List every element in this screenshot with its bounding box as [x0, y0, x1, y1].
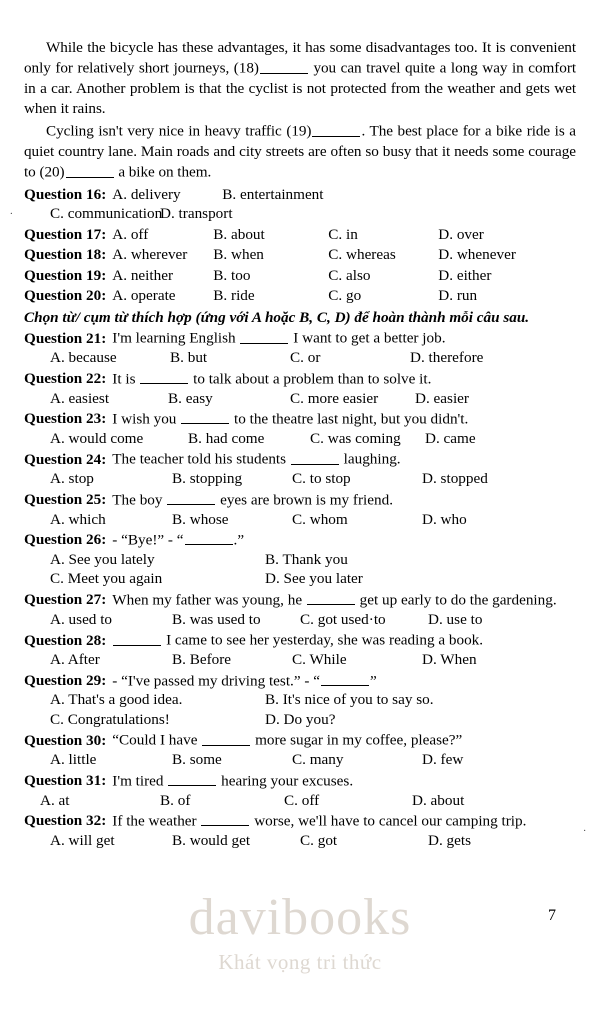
question-23-label: Question 23: [24, 410, 107, 428]
question-16-option-a[interactable]: A. delivery [112, 185, 181, 203]
question-30-option-b[interactable]: B. some [172, 751, 222, 769]
question-23-option-d[interactable]: D. came [425, 429, 476, 447]
question-23-blank [181, 409, 229, 424]
question-21-stem-after: I want to get a better job. [293, 329, 446, 347]
question-18 [24, 245, 576, 264]
question-25-blank [167, 490, 215, 505]
question-21-option-a[interactable]: A. because [50, 349, 117, 367]
question-19-label: Question 19: [24, 266, 107, 284]
passage-paragraph-1 [24, 38, 576, 119]
question-23-stem-after: to the theatre last night, but you didn't. [234, 410, 469, 428]
passage-blank-18 [260, 58, 308, 73]
question-29-option-a[interactable]: A. That's a good idea. [50, 691, 183, 709]
question-29 [24, 671, 576, 730]
question-22-stem-after: to talk about a problem than to solve it. [193, 370, 432, 388]
question-23-stem [112, 409, 576, 429]
question-25-stem-after: eyes are brown is my friend. [220, 491, 393, 509]
question-30-stem-after: more sugar in my coffee, please?” [255, 731, 463, 749]
question-18-option-a[interactable]: A. wherever [112, 246, 188, 264]
question-29-blank [321, 671, 369, 686]
question-32-option-d[interactable]: D. gets [428, 831, 472, 849]
question-24-blank [291, 449, 339, 464]
question-28-label: Question 28: [24, 631, 107, 649]
question-17 [24, 225, 576, 244]
question-21-option-c[interactable]: C. or [290, 349, 321, 367]
question-31-stem-before: I'm tired [112, 772, 164, 790]
question-24-option-d[interactable]: D. stopped [422, 470, 488, 488]
question-17-option-a[interactable]: A. off [112, 225, 149, 243]
question-28-option-a[interactable]: A. After [50, 651, 100, 669]
question-26-label: Question 26: [24, 531, 107, 549]
question-22 [24, 369, 576, 408]
question-27-stem [112, 590, 576, 610]
question-26-option-a[interactable]: A. See you lately [50, 550, 155, 568]
question-31-option-c[interactable]: C. off [284, 791, 320, 809]
passage-paragraph-1-text-b: you can travel quite a long way in comfort in a car. Another problem is that the cyclist is not protected from the weather and gets wet when it rains. [24, 59, 576, 118]
question-16-option-d[interactable]: D. transport [160, 205, 233, 223]
question-17-option-b[interactable]: B. about [213, 225, 265, 243]
question-32 [24, 811, 576, 850]
question-31-blank [168, 771, 216, 786]
page-content [24, 38, 576, 850]
question-17-label: Question 17: [24, 225, 107, 243]
question-24-stem [112, 449, 576, 469]
question-20 [24, 286, 576, 305]
question-16-option-b[interactable]: B. entertainment [222, 185, 324, 203]
question-24-option-a[interactable]: A. stop [50, 470, 94, 488]
question-21-option-d[interactable]: D. therefore [410, 349, 484, 367]
question-25-option-d[interactable]: D. who [422, 510, 467, 528]
question-17-option-d[interactable]: D. over [438, 225, 484, 243]
passage-paragraph-2-text-b: . The best place for a bike ride is a quiet country lane. Main roads and city streets are often so busy that it needs some courage to (20) [24, 122, 576, 181]
question-24 [24, 449, 576, 488]
question-20-option-a[interactable]: A. operate [112, 287, 176, 305]
question-27-stem-before: When my father was young, he [112, 591, 303, 609]
question-22-stem-before: It is [112, 370, 136, 388]
passage-blank-20 [66, 162, 114, 177]
question-22-option-a[interactable]: A. easiest [50, 389, 110, 407]
question-31-option-a[interactable]: A. at [40, 791, 70, 809]
question-24-option-c[interactable]: C. to stop [292, 470, 351, 488]
question-31-label: Question 31: [24, 772, 107, 790]
question-32-option-b[interactable]: B. would get [172, 831, 251, 849]
question-20-label: Question 20: [24, 287, 107, 305]
question-20-option-c[interactable]: C. go [328, 287, 362, 305]
question-22-stem [112, 369, 576, 389]
question-27-stem-after: get up early to do the gardening. [359, 591, 557, 609]
question-28-stem-after: I came to see her yesterday, she was reading a book. [166, 631, 484, 649]
watermark [0, 889, 600, 975]
question-27-option-c[interactable]: C. got used·to [300, 610, 386, 628]
question-24-stem-before: The teacher told his students [112, 450, 287, 468]
question-31-option-b[interactable]: B. of [160, 791, 191, 809]
question-29-option-b[interactable]: B. It's nice of you to say so. [265, 691, 434, 709]
question-25-option-b[interactable]: B. whose [172, 510, 229, 528]
question-27-label: Question 27: [24, 591, 107, 609]
question-22-option-c[interactable]: C. more easier [290, 389, 379, 407]
passage-paragraph-2 [24, 121, 576, 183]
question-30-blank [202, 730, 250, 745]
question-26-option-d[interactable]: D. See you later [265, 570, 363, 588]
question-23-option-c[interactable]: C. was coming [310, 429, 401, 447]
question-23-option-b[interactable]: B. had come [188, 429, 265, 447]
question-16 [24, 185, 576, 224]
question-29-option-d[interactable]: D. Do you? [265, 710, 336, 728]
question-22-label: Question 22: [24, 370, 107, 388]
question-27-option-b[interactable]: B. was used to [172, 610, 261, 628]
question-29-option-c[interactable]: C. Congratulations! [50, 710, 170, 728]
question-23-stem-before: I wish you [112, 410, 177, 428]
question-20-option-d[interactable]: D. run [438, 287, 478, 305]
question-32-stem-before: If the weather [112, 812, 197, 830]
question-19-option-b[interactable]: B. too [213, 266, 251, 284]
question-28-stem [112, 630, 576, 650]
question-30-option-a[interactable]: A. little [50, 751, 97, 769]
question-30-stem-before: “Could I have [112, 731, 198, 749]
question-26-option-c[interactable]: C. Meet you again [50, 570, 163, 588]
question-24-stem-after: laughing. [343, 450, 401, 468]
question-26-stem-after: .” [233, 531, 245, 549]
question-31 [24, 771, 576, 810]
question-29-label: Question 29: [24, 671, 107, 689]
question-21-blank [240, 328, 288, 343]
question-28-option-d[interactable]: D. When [422, 651, 477, 669]
question-19-option-d[interactable]: D. either [438, 266, 492, 284]
section-instruction: Chọn từ/ cụm từ thích hợp (ứng với A hoặc B, C, D) để hoàn thành mỗi câu sau. [24, 308, 530, 326]
question-25-option-a[interactable]: A. which [50, 510, 106, 528]
question-26-stem [112, 530, 576, 550]
question-31-stem [112, 771, 576, 791]
question-21-stem [112, 328, 576, 348]
question-19-option-c[interactable]: C. also [328, 266, 371, 284]
question-16-label: Question 16: [24, 185, 107, 203]
question-27-option-a[interactable]: A. used to [50, 610, 113, 628]
question-28-option-c[interactable]: C. While [292, 651, 347, 669]
question-27-option-d[interactable]: D. use to [428, 610, 483, 628]
question-21-stem-before: I'm learning English [112, 329, 236, 347]
question-27 [24, 590, 576, 629]
page-margin-mark-left: . [10, 205, 13, 217]
question-29-stem [112, 671, 576, 691]
question-18-option-d[interactable]: D. whenever [438, 246, 516, 264]
question-18-option-c[interactable]: C. whereas [328, 246, 396, 264]
question-24-label: Question 24: [24, 450, 107, 468]
question-30-option-c[interactable]: C. many [292, 751, 344, 769]
page-number: 7 [548, 907, 556, 924]
question-32-label: Question 32: [24, 812, 107, 830]
question-26-blank [185, 530, 233, 545]
question-25-stem [112, 490, 576, 510]
passage-blank-19 [312, 121, 360, 136]
question-31-stem-after: hearing your excuses. [221, 772, 354, 790]
question-26 [24, 530, 576, 589]
question-31-option-d[interactable]: D. about [412, 791, 465, 809]
question-29-stem-before: - “I've passed my driving test.” - “ [112, 671, 320, 689]
watermark-tagline: Khát vọng tri thức [218, 950, 382, 974]
question-28-blank [113, 630, 161, 645]
question-29-stem-after: ” [369, 671, 377, 689]
question-32-stem-after: worse, we'll have to cancel our camping trip. [254, 812, 527, 830]
page-margin-mark-right: . [583, 822, 586, 834]
passage-paragraph-2-text-c: a bike on them. [118, 163, 212, 181]
question-23-option-a[interactable]: A. would come [50, 429, 144, 447]
question-27-blank [307, 590, 355, 605]
question-23 [24, 409, 576, 448]
question-21 [24, 328, 576, 367]
question-32-blank [201, 811, 249, 826]
question-26-stem-before: - “Bye!” - “ [112, 531, 184, 549]
question-30 [24, 730, 576, 769]
question-22-blank [140, 369, 188, 384]
question-28 [24, 630, 576, 669]
question-17-option-c[interactable]: C. in [328, 225, 358, 243]
question-21-option-b[interactable]: B. but [170, 349, 208, 367]
passage-paragraph-2-text-a: Cycling isn't very nice in heavy traffic (19) [46, 122, 312, 140]
question-25-stem-before: The boy [112, 491, 163, 509]
question-25 [24, 490, 576, 529]
question-21-label: Question 21: [24, 329, 107, 347]
question-20-option-b[interactable]: B. ride [213, 287, 255, 305]
question-16-option-c[interactable]: C. communication [50, 205, 163, 223]
question-19 [24, 266, 576, 285]
question-25-option-c[interactable]: C. whom [292, 510, 348, 528]
passage-paragraph-1-text-a: While the bicycle has these advantages, it has some disadvantages too. It is convenient only for relatively short journeys, (18) [24, 39, 576, 77]
question-18-label: Question 18: [24, 246, 107, 264]
watermark-brand: davibooks [188, 889, 412, 946]
question-30-option-d[interactable]: D. few [422, 751, 464, 769]
question-28-option-b[interactable]: B. Before [172, 651, 232, 669]
question-25-label: Question 25: [24, 491, 107, 509]
question-19-option-a[interactable]: A. neither [112, 266, 174, 284]
question-22-option-b[interactable]: B. easy [168, 389, 213, 407]
question-18-option-b[interactable]: B. when [213, 246, 264, 264]
question-30-stem [112, 730, 576, 750]
question-22-option-d[interactable]: D. easier [415, 389, 469, 407]
question-32-option-c[interactable]: C. got [300, 831, 338, 849]
question-24-option-b[interactable]: B. stopping [172, 470, 243, 488]
question-32-stem [112, 811, 576, 831]
question-32-option-a[interactable]: A. will get [50, 831, 115, 849]
question-30-label: Question 30: [24, 731, 107, 749]
question-26-option-b[interactable]: B. Thank you [265, 550, 348, 568]
